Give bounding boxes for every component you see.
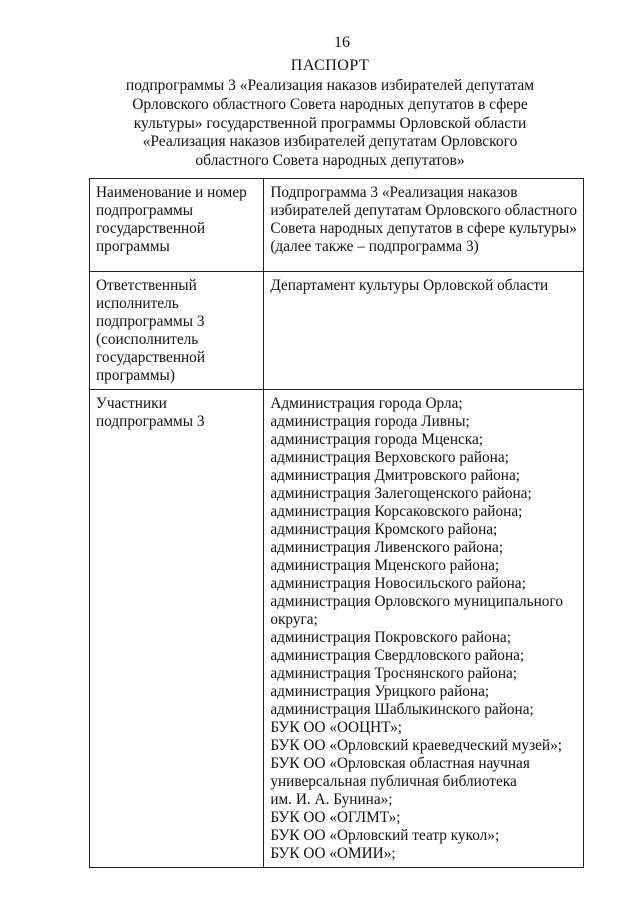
page-number: 16 — [334, 34, 350, 51]
cell-line: избирателей депутатам Орловского областного — [270, 202, 577, 219]
cell-line: Совета народных депутатов в сфере культуры» — [270, 220, 577, 237]
cell-line: администрация Ливенского района; — [270, 539, 504, 556]
subtitle-line: Орловского областного Совета народных депутатов в сфере — [132, 95, 528, 113]
cell-line: Наименование и номер — [96, 184, 247, 201]
cell-line: Администрация города Орла; — [270, 395, 463, 412]
cell-line: универсальная публичная библиотека — [270, 773, 517, 790]
cell-line: БУК ОО «ОМИИ»; — [270, 845, 396, 862]
cell-line: исполнитель — [96, 295, 179, 312]
document-title: ПАСПОРТ — [290, 57, 370, 74]
subtitle-line: подпрограммы 3 «Реализация наказов избирателей депутатам — [125, 77, 535, 94]
cell-line: (соисполнитель — [96, 331, 199, 348]
subtitle-line: культуры» государственной программы Орловской области — [133, 114, 527, 132]
row-value-cell — [264, 179, 584, 272]
cell-line: администрация Кромского района; — [270, 521, 498, 538]
document-subtitle — [100, 77, 560, 171]
subtitle-line: «Реализация наказов избирателей депутатам Орловского — [142, 133, 518, 151]
row-value-cell — [264, 390, 584, 868]
cell-line: им. И. А. Бунина»; — [270, 791, 393, 808]
cell-line: администрация Новосильского района; — [270, 575, 526, 592]
cell-line: администрация Свердловского района; — [270, 647, 525, 664]
cell-line: программы) — [96, 367, 175, 384]
row-name-cell — [90, 272, 264, 390]
cell-line: администрация Дмитровского района; — [270, 467, 521, 484]
cell-line: БУК ОО «Орловская областная научная — [270, 755, 530, 772]
cell-line: подпрограммы — [96, 202, 194, 219]
cell-line: администрация Покровского района; — [270, 629, 511, 646]
cell-line: администрация Залегощенского района; — [270, 485, 532, 502]
table-row — [90, 272, 584, 390]
cell-line: администрация Корсаковского района; — [270, 503, 523, 520]
row-name-cell — [90, 179, 264, 272]
cell-line: БУК ОО «ОГЛМТ»; — [270, 809, 401, 826]
cell-line: подпрограммы 3 — [96, 413, 205, 430]
cell-line: администрация Троснянского района; — [270, 665, 518, 682]
cell-line: Ответственный — [96, 277, 197, 294]
row-name-cell — [90, 390, 264, 868]
cell-line: администрация Орловского муниципального — [270, 593, 563, 610]
subtitle-line: областного Совета народных депутатов» — [195, 152, 465, 170]
cell-line: Подпрограмма 3 «Реализация наказов — [270, 184, 518, 201]
cell-line: администрация Шаблыкинского района; — [270, 701, 534, 718]
cell-line: администрация города Мценска; — [270, 431, 484, 448]
table-row — [90, 179, 584, 272]
cell-line: администрация Урицкого района; — [270, 683, 490, 700]
cell-line: округа; — [270, 611, 318, 628]
cell-line: БУК ОО «Орловский краеведческий музей»; — [270, 737, 562, 754]
row-value-cell — [264, 272, 584, 390]
cell-line: БУК ОО «Орловский театр кукол»; — [270, 827, 500, 844]
cell-line: администрация города Ливны; — [270, 413, 470, 430]
cell-line: государственной — [96, 349, 206, 366]
cell-line: Участники — [96, 395, 167, 412]
cell-line: государственной — [96, 220, 206, 237]
cell-line: (далее также – подпрограмма 3) — [270, 238, 479, 255]
cell-line: администрация Мценского района; — [270, 557, 500, 574]
cell-line: подпрограммы 3 — [96, 313, 205, 330]
cell-line: программы — [96, 238, 170, 255]
table-row — [90, 390, 584, 868]
cell-line: БУК ОО «ООЦНТ»; — [270, 719, 403, 736]
cell-line: Департамент культуры Орловской области — [270, 277, 549, 294]
passport-table — [89, 178, 584, 868]
cell-line: администрация Верховского района; — [270, 449, 509, 466]
